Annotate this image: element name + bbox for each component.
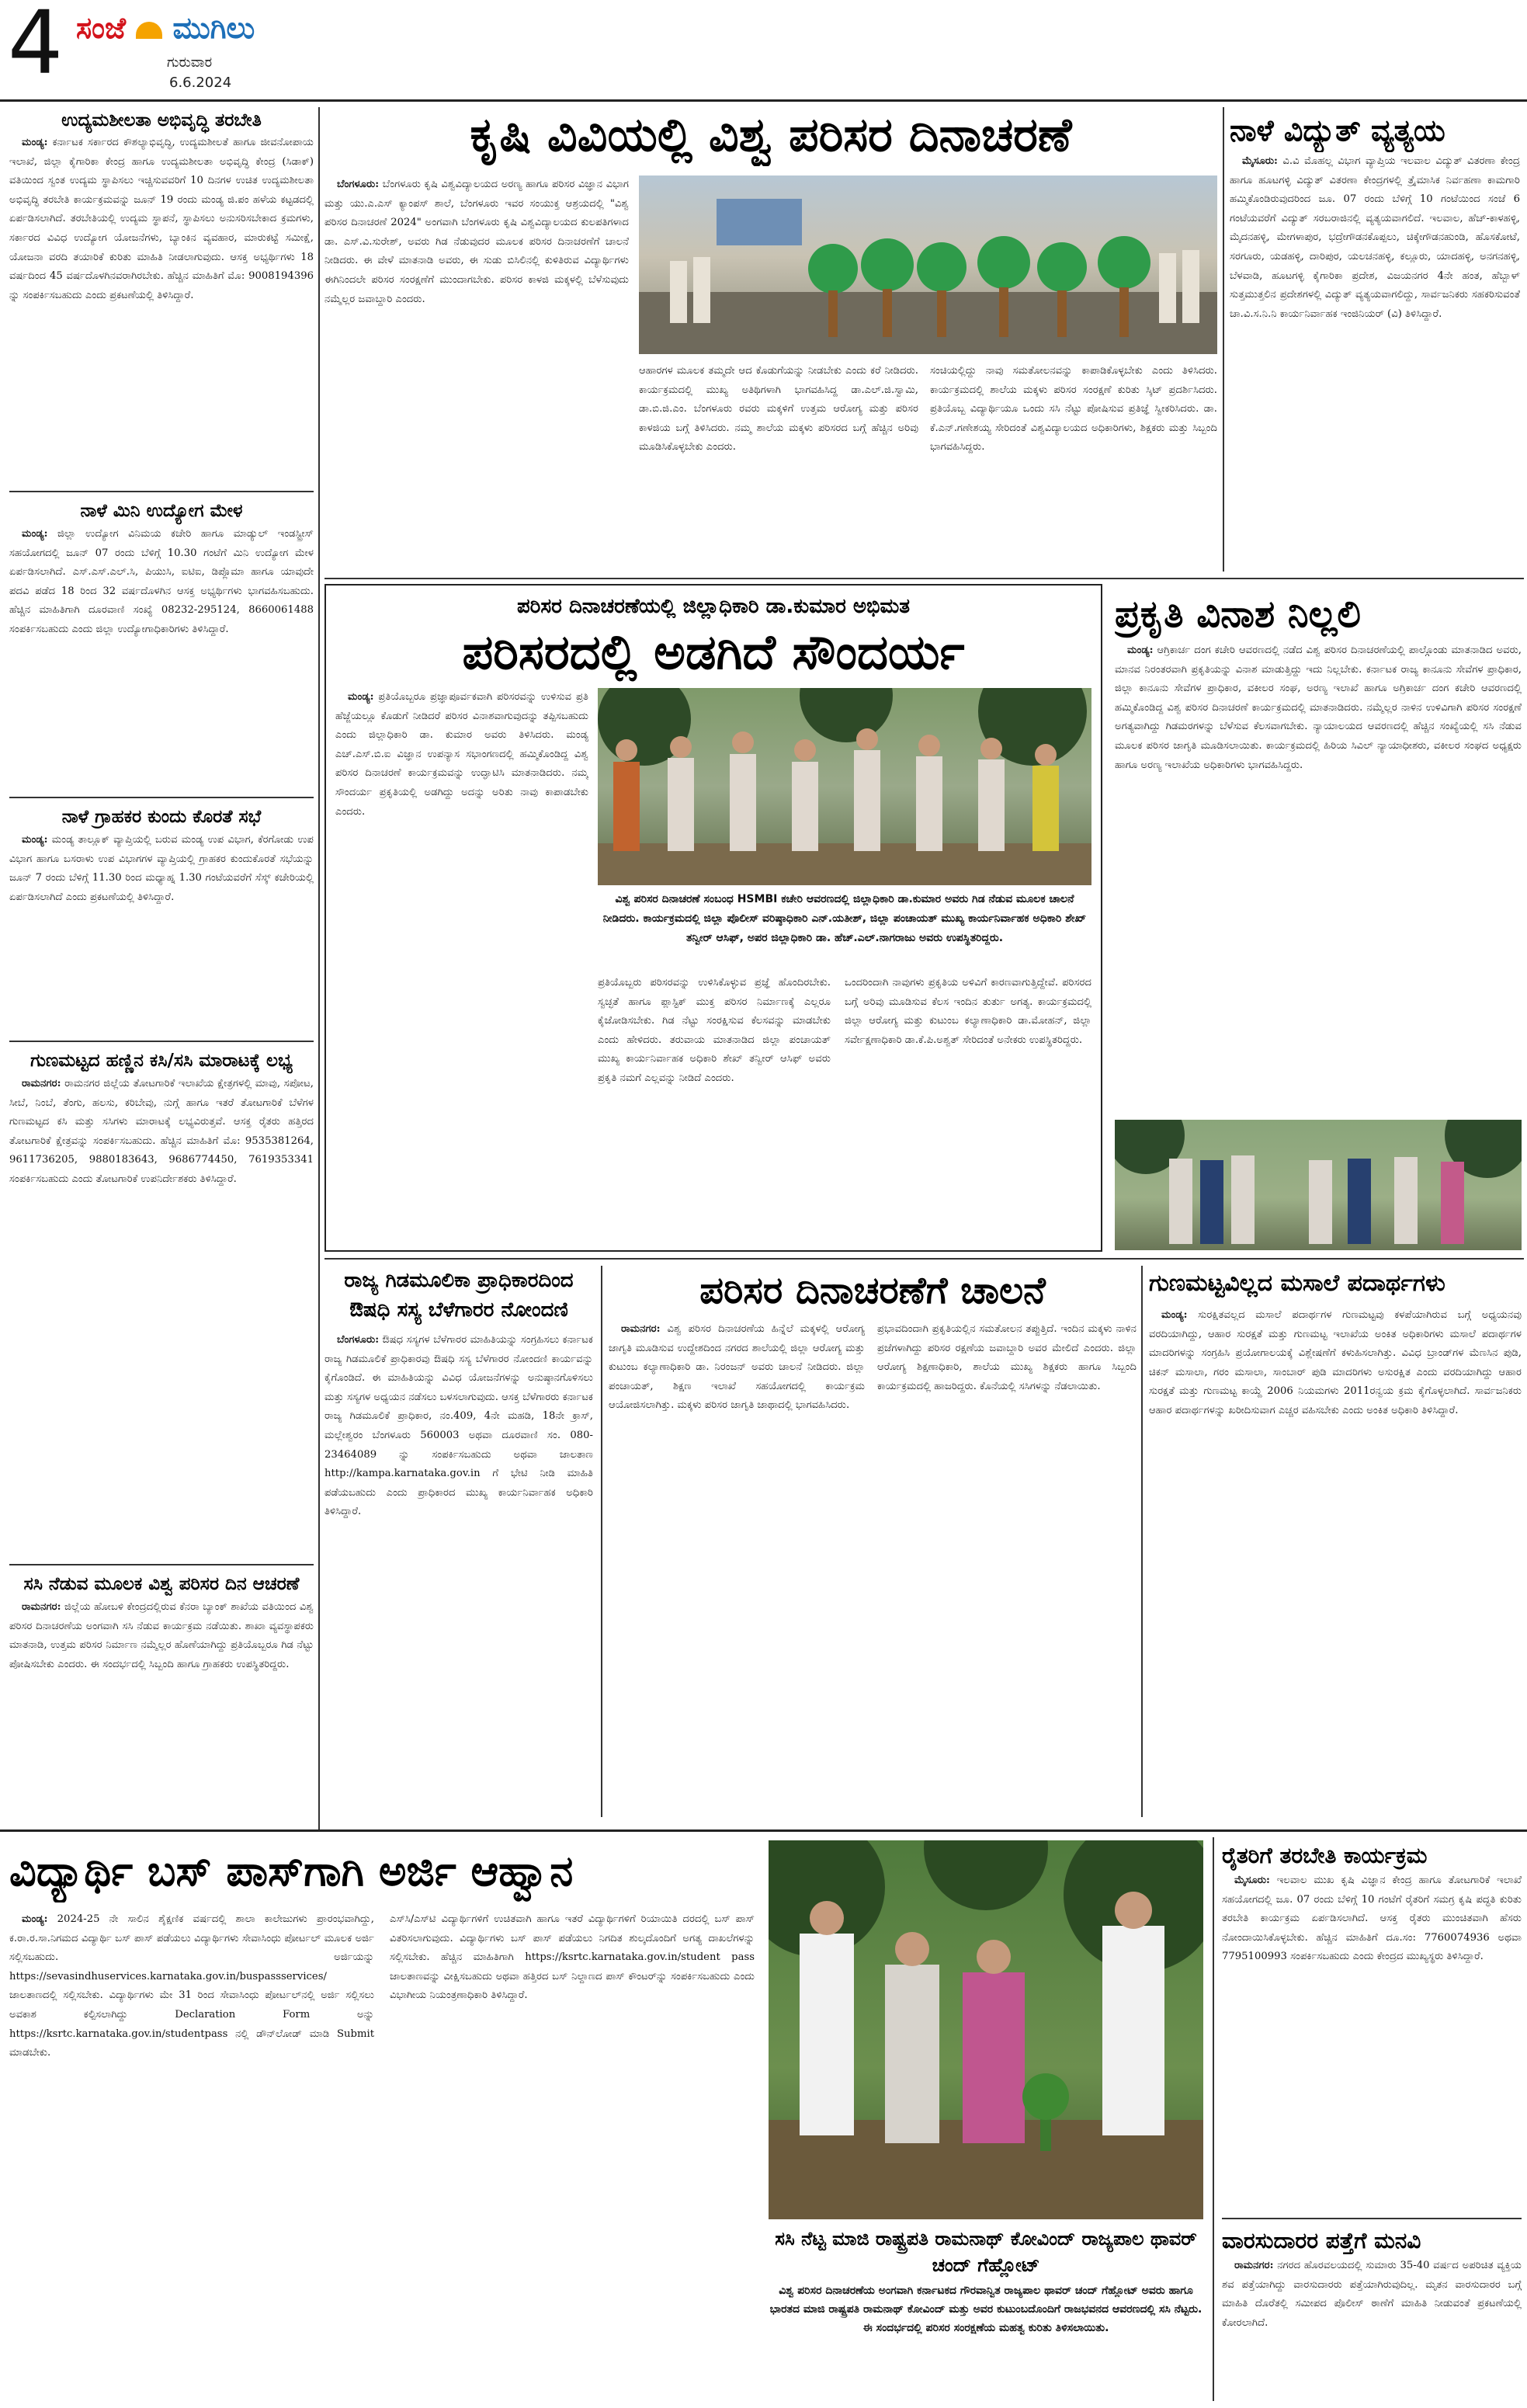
governor-caption-text: ವಿಶ್ವ ಪರಿಸರ ದಿನಾಚರಣೆಯ ಅಂಗವಾಗಿ ಕರ್ನಾಟಕದ ಗೌರವಾನ್ವಿತ ರಾಜ್ಯಪಾಲ ಥಾವರ್ ಚಂದ್ ಗೆಹ್ಲೋಟ್ ಅವರು ಹಾಗೂ ಭಾರತದ ಮಾಜಿ ರಾಷ್ಟ್ರಪತಿ ರಾಮನಾಥ್ ಕೋವಿಂದ್ ಮತ್ತು ಅವರ ಕುಟುಂಬದೊಂದಿಗೆ ರಾಜಭವನದ ಆವರಣದಲ್ಲಿ ಸಸಿ ನೆಟ್ಟರು. ಈ ಸಂದರ್ಭದಲ್ಲಿ ಪರಿಸರ ಸಂರಕ್ಷಣೆಯ ಮಹತ್ವ ಕುರಿತು ತಿಳಿಸಲಾಯಿತು. <box>769 2285 1203 2334</box>
story-headline: ರಾಜ್ಯ ಗಿಡಮೂಲಿಕಾ ಪ್ರಾಧಿಕಾರದಿಂದ ಔಷಧಿ ಸಸ್ಯ ಬೆಳೆಗಾರರ ನೋಂದಣಿ <box>344 1269 574 1322</box>
divider <box>324 578 1524 579</box>
photo-governor-planting-art <box>769 1840 1203 2219</box>
beauty-col2: ಪ್ರತಿಯೊಬ್ಬರು ಪರಿಸರವನ್ನು ಉಳಿಸಿಕೊಳ್ಳುವ ಪ್ರಜ್ಞೆ ಹೊಂದಿರಬೇಕು. ಸ್ವಚ್ಛತೆ ಹಾಗೂ ಪ್ಲಾಸ್ಟಿಕ್ ಮುಕ್ತ ಪರಿಸರ ನಿರ್ಮಾಣಕ್ಕೆ ಎಲ್ಲರೂ ಕೈಜೋಡಿಸಬೇಕು. ಗಿಡ ನೆಟ್ಟು ಸಂರಕ್ಷಿಸುವ ಕೆಲಸವನ್ನು ಮಾಡಬೇಕು ಎಂದು ಹೇಳಿದರು. ತರುವಾಯ ಮಾತನಾಡಿದ ಜಿಲ್ಲಾ ಪಂಚಾಯತ್ ಮುಖ್ಯ ಕಾರ್ಯನಿರ್ವಾಹಕ ಅಧಿಕಾರಿ ಶೇಖ್ ತನ್ವೀರ್ ಆಸಿಫ್ ಅವರು ಪ್ರಕೃತಿ ನಮಗೆ ಎಲ್ಲವನ್ನು ನೀಡಿದೆ ಎಂದರು. <box>598 977 831 1084</box>
photo-court-planting <box>1115 1120 1522 1250</box>
photo-dc-planting <box>598 688 1091 885</box>
masthead <box>8 0 311 96</box>
story-body: ಜಿಲ್ಲಾ ಉದ್ಯೋಗ ವಿನಿಮಯ ಕಚೇರಿ ಹಾಗೂ ಮಾಡ್ಯುಲ್ ಇಂಡಸ್ಟ್ರೀಸ್ ಸಹಯೋಗದಲ್ಲಿ ಜೂನ್ 07 ರಂದು ಬೆಳಿಗ್ಗೆ 10.30 ಗಂಟೆಗೆ ಮಿನಿ ಉದ್ಯೋಗ ಮೇಳ ಏರ್ಪಡಿಸಲಾಗಿದೆ. ಎಸ್.ಎಸ್.ಎಲ್.ಸಿ, ಪಿಯುಸಿ, ಐಟಿಐ, ಡಿಪ್ಲೊಮಾ ಹಾಗೂ ಯಾವುದೇ ಪದವಿ ಪಡೆದ 18 ರಿಂದ 32 ವರ್ಷದೊಳಗಿನ ಆಸಕ್ತ ಅಭ್ಯರ್ಥಿಗಳು ಭಾಗವಹಿಸಬಹುದು. ಹೆಚ್ಚಿನ ಮಾಹಿತಿಗಾಗಿ ದೂರವಾಣಿ ಸಂಖ್ಯೆ 08232-295124, 8660061488 ಸಂಪರ್ಕಿಸಬಹುದು ಎಂದು ಜಿಲ್ಲಾ ಉದ್ಯೋಗಾಧಿಕಾರಿಗಳು ತಿಳಿಸಿದ್ದಾರೆ. <box>9 528 314 635</box>
photo-governor-planting <box>769 1840 1203 2219</box>
logo-text-sanje: ಸಂಜೆ <box>76 11 127 45</box>
top-story-headline: ಕೃಷಿ ವಿವಿಯಲ್ಲಿ ವಿಶ್ವ ಪರಿಸರ ದಿನಾಚರಣೆ <box>470 108 1072 162</box>
story-body: ರಾಮನಗರ ಜಿಲ್ಲೆಯ ತೋಟಗಾರಿಕೆ ಇಲಾಖೆಯ ಕ್ಷೇತ್ರಗಳಲ್ಲಿ ಮಾವು, ಸಪೋಟ, ಸೀಬೆ, ನಿಂಬೆ, ತೆಂಗು, ಹಲಸು, ಕರಿಬೇವು, ನುಗ್ಗೆ ಹಾಗೂ ಇತರೆ ತೋಟಗಾರಿಕೆ ಬೆಳೆಗಳ ಗುಣಮಟ್ಟದ ಕಸಿ ಮತ್ತು ಸಸಿಗಳು ಮಾರಾಟಕ್ಕೆ ಲಭ್ಯವಿರುತ್ತವೆ. ಆಸಕ್ತ ರೈತರು ಹತ್ತಿರದ ತೋಟಗಾರಿಕೆ ಕ್ಷೇತ್ರವನ್ನು ಸಂಪರ್ಕಿಸಬಹುದು. ಹೆಚ್ಚಿನ ಮಾಹಿತಿಗೆ ಮೊ: 9535381264, 9611736205, 9880183643, 9686774450, 7619353341 ಸಂಪರ್ಕಿಸಬಹುದು ಎಂದು ತೋಟಗಾರಿಕೆ ಉಪನಿರ್ದೇಶಕರು ತಿಳಿಸಿದ್ದಾರೆ. <box>9 1078 314 1185</box>
story-headline: ಗುಣಮಟ್ಟದ ಹಣ್ಣಿನ ಕಸಿ/ಸಸಿ ಮಾರಾಟಕ್ಕೆ ಲಭ್ಯ <box>30 1051 293 1071</box>
story-body: ಇಲವಾಲ ಮುಖ ಕೃಷಿ ವಿಜ್ಞಾನ ಕೇಂದ್ರ ಹಾಗೂ ತೋಟಗಾರಿಕೆ ಇಲಾಖೆ ಸಹಯೋಗದಲ್ಲಿ ಜೂ. 07 ರಂದು ಬೆಳಿಗ್ಗೆ 10 ಗಂಟೆಗೆ ರೈತರಿಗೆ ಸಮಗ್ರ ಕೃಷಿ ಪದ್ಧತಿ ಕುರಿತು ತರಬೇತಿ ಕಾರ್ಯಕ್ರಮ ಏರ್ಪಡಿಸಲಾಗಿದೆ. ಆಸಕ್ತ ರೈತರು ಮುಂಚಿತವಾಗಿ ಹೆಸರು ನೋಂದಾಯಿಸಿಕೊಳ್ಳಬೇಕು. ಹೆಚ್ಚಿನ ಮಾಹಿತಿಗೆ ದೂ.ಸಂ: 7760074936 ಅಥವಾ 7795100993 ಸಂಪರ್ಕಿಸಬಹುದು ಎಂದು ಕೇಂದ್ರದ ಮುಖ್ಯಸ್ಥರು ತಿಳಿಸಿದ್ದಾರೆ. <box>1222 1875 1522 1963</box>
logo <box>76 6 301 50</box>
farmer-story: ರೈತರಿಗೆ ತರಬೇತಿ ಕಾರ್ಯಕ್ರಮ ಮೈಸೂರು: ಇಲವಾಲ ಮುಖ ಕೃಷಿ ವಿಜ್ಞಾನ ಕೇಂದ್ರ ಹಾಗೂ ತೋಟಗಾರಿಕೆ ಇಲಾಖೆ ಸಹಯೋಗದಲ್ಲಿ ಜೂ. 07 ರಂದು ಬೆಳಿಗ್ಗೆ 10 ಗಂಟೆಗೆ ರೈತರಿಗೆ ಸಮಗ್ರ ಕೃಷಿ ಪದ್ಧತಿ ಕುರಿತು ತರಬೇತಿ ಕಾರ್ಯಕ್ರಮ ಏರ್ಪಡಿಸಲಾಗಿದೆ. ಆಸಕ್ತ ರೈತರು ಮುಂಚಿತವಾಗಿ ಹೆಸರು ನೋಂದಾಯಿಸಿಕೊಳ್ಳಬೇಕು. ಹೆಚ್ಚಿನ ಮಾಹಿತಿಗೆ ದೂ.ಸಂ: 7760074936 ಅಥವಾ 7795100993 ಸಂಪರ್ಕಿಸಬಹುದು ಎಂದು ಕೇಂದ್ರದ ಮುಖ್ಯಸ್ಥರು ತಿಳಿಸಿದ್ದಾರೆ. <box>1222 1840 1522 2213</box>
launch-story <box>609 1266 1137 1825</box>
story-body: ವಿ.ವಿ ಮೊಹಲ್ಲ ವಿಭಾಗ ವ್ಯಾಪ್ತಿಯ ಇಲವಾಲ ವಿದ್ಯುತ್ ವಿತರಣಾ ಕೇಂದ್ರ ಹಾಗೂ ಹೂಟಗಳ್ಳಿ ವಿದ್ಯುತ್ ವಿತರಣಾ ಕೇಂದ್ರಗಳಲ್ಲಿ ತ್ರೈಮಾಸಿಕ ನಿರ್ವಹಣಾ ಕಾಮಗಾರಿ ಹಮ್ಮಿಕೊಂಡಿರುವುದರಿಂದ ಜೂ. 07 ರಂದು ಬೆಳಿಗ್ಗೆ 10 ಗಂಟೆಯಿಂದ ಸಂಜೆ 6 ಗಂಟೆಯವರೆಗೆ ವಿದ್ಯುತ್ ಸರಬರಾಜಿನಲ್ಲಿ ವ್ಯತ್ಯಯವಾಗಲಿದೆ. ಇಲವಾಲ, ಹೆಚ್-ಕಾಳಹಳ್ಳಿ, ಮೈದನಹಳ್ಳಿ, ಮೇಗಳಾಪುರ, ಭದ್ರೇಗೌಡನಕೊಪ್ಪಲು, ಚಿಕ್ಕೇಗೌಡನಹುಂಡಿ, ಹೊಸಕೋಟೆ, ಸರಗೂರು, ಯಡಹಳ್ಳಿ, ದಾರಿಪುರ, ಯಲಚನಹಳ್ಳಿ, ಕಲ್ಲೂರು, ಯಾದಹಳ್ಳಿ, ಅನಗನಹಳ್ಳಿ, ಬೆಳವಾಡಿ, ಹೂಟಗಳ್ಳಿ ಕೈಗಾರಿಕಾ ಪ್ರದೇಶ, ವಿಜಯನಗರ 4ನೇ ಹಂತ, ಹೆಬ್ಬಾಳ್ ಸುತ್ತಮುತ್ತಲಿನ ಪ್ರದೇಶಗಳಲ್ಲಿ ವಿದ್ಯುತ್ ವ್ಯತ್ಯಯವಾಗಲಿದ್ದು, ಸಾರ್ವಜನಿಕರು ಸಹಕರಿಸುವಂತೆ ಚಾ.ವಿ.ಸ.ನಿ.ನಿ ಕಾರ್ಯನಿರ್ವಾಹಕ ಇಂಜಿನಿಯರ್ (ವಿ) ತಿಳಿಸಿದ್ದಾರೆ. <box>1230 155 1520 320</box>
issue-day: ಗುರುವಾರ <box>167 54 213 71</box>
story-headline: ಪರಿಸರ ದಿನಾಚರಣೆಗೆ ಚಾಲನೆ <box>699 1269 1046 1312</box>
column-rule <box>1213 1837 1214 2401</box>
top-story-col3: ಸಂಚಿಯಲ್ಲಿದ್ದು ನಾವು ಸಮತೋಲನವನ್ನು ಕಾಪಾಡಿಕೊಳ್ಳಬೇಕು ಎಂದು ತಿಳಿಸಿದರು. ಕಾರ್ಯಕ್ರಮದಲ್ಲಿ ಶಾಲೆಯ ಮಕ್ಕಳು ಪರಿಸರ ಸಂರಕ್ಷಣೆ ಕುರಿತು ಸ್ಕಿಟ್ ಪ್ರದರ್ಶಿಸಿದರು. ಪ್ರತಿಯೊಬ್ಬ ವಿದ್ಯಾರ್ಥಿಯೂ ಒಂದು ಸಸಿ ನೆಟ್ಟು ಪೋಷಿಸುವ ಪ್ರತಿಜ್ಞೆ ಸ್ವೀಕರಿಸಿದರು. ಡಾ. ಕೆ.ಎನ್.ಗಣೇಶಯ್ಯ ಸೇರಿದಂತೆ ವಿಶ್ವವಿದ್ಯಾಲಯದ ಅಧಿಕಾರಿಗಳು, ಶಿಕ್ಷಕರು ಮತ್ತು ಸಿಬ್ಬಂದಿ ಭಾಗವಹಿಸಿದ್ದರು. <box>930 365 1217 453</box>
story-body: ಔಷಧ ಸಸ್ಯಗಳ ಬೆಳೆಗಾರರ ಮಾಹಿತಿಯನ್ನು ಸಂಗ್ರಹಿಸಲು ಕರ್ನಾಟಕ ರಾಜ್ಯ ಗಿಡಮೂಲಿಕೆ ಪ್ರಾಧಿಕಾರವು ಔಷಧಿ ಸಸ್ಯ ಬೆಳೆಗಾರರ ನೋಂದಣಿ ಕಾರ್ಯವನ್ನು ಕೈಗೊಂಡಿದೆ. ಈ ಮಾಹಿತಿಯನ್ನು ವಿವಿಧ ಯೋಜನೆಗಳನ್ನು ಅನುಷ್ಠಾನಗೊಳಿಸಲು ಮತ್ತು ಸಸ್ಯಗಳ ಅಧ್ಯಯನ ನಡೆಸಲು ಬಳಸಲಾಗುವುದು. ಆಸಕ್ತ ಬೆಳೆಗಾರರು ಕರ್ನಾಟಕ ರಾಜ್ಯ ಗಿಡಮೂಲಿಕೆ ಪ್ರಾಧಿಕಾರ, ನಂ.409, 4ನೇ ಮಹಡಿ, 18ನೇ ಕ್ರಾಸ್, ಮಲ್ಲೇಶ್ವರಂ ಬೆಂಗಳೂರು 560003 ಅಥವಾ ದೂರವಾಣಿ ಸಂ. 080-23464089 ನ್ನು ಸಂಪರ್ಕಿಸಬಹುದು ಅಥವಾ ಜಾಲತಾಣ http://kampa.karnataka.gov.in ಗೆ ಭೇಟಿ ನೀಡಿ ಮಾಹಿತಿ ಪಡೆಯಬಹುದು ಎಂದು ಪ್ರಾಧಿಕಾರದ ಮುಖ್ಯ ಕಾರ್ಯನಿರ್ವಾಹಕ ಅಧಿಕಾರಿ ತಿಳಿಸಿದ್ದಾರೆ. <box>324 1334 593 1518</box>
story-saplings: ಗುಣಮಟ್ಟದ ಹಣ್ಣಿನ ಕಸಿ/ಸಸಿ ಮಾರಾಟಕ್ಕೆ ಲಭ್ಯ ರಾಮನಗರ: ರಾಮನಗರ ಜಿಲ್ಲೆಯ ತೋಟಗಾರಿಕೆ ಇಲಾಖೆಯ ಕ್ಷೇತ್ರಗಳಲ್ಲಿ ಮಾವು, ಸಪೋಟ, ಸೀಬೆ, ನಿಂಬೆ, ತೆಂಗು, ಹಲಸು, ಕರಿಬೇವು, ನುಗ್ಗೆ ಹಾಗೂ ಇತರೆ ತೋಟಗಾರಿಕೆ ಬೆಳೆಗಳ ಗುಣಮಟ್ಟದ ಕಸಿ ಮತ್ತು ಸಸಿಗಳು ಮಾರಾಟಕ್ಕೆ ಲಭ್ಯವಿರುತ್ತವೆ. ಆಸಕ್ತ ರೈತರು ಹತ್ತಿರದ ತೋಟಗಾರಿಕೆ ಕ್ಷೇತ್ರವನ್ನು ಸಂಪರ್ಕಿಸಬಹುದು. ಹೆಚ್ಚಿನ ಮಾಹಿತಿಗೆ ಮೊ: 9535381264, 9611736205, 9880183643, 9686774450, 7619353341 ಸಂಪರ್ಕಿಸಬಹುದು ಎಂದು ತೋಟಗಾರಿಕೆ ಉಪನಿರ್ದೇಶಕರು ತಿಳಿಸಿದ್ದಾರೆ. <box>9 1047 314 1559</box>
story-headline: ವಿದ್ಯಾರ್ಥಿ ಬಸ್ ಪಾಸ್‌ಗಾಗಿ ಅರ್ಜಿ ಆಹ್ವಾನ <box>9 1847 574 1895</box>
sun-icon <box>136 22 162 39</box>
story-body: ಜಿಲ್ಲೆಯ ಹೋಬಳಿ ಕೇಂದ್ರದಲ್ಲಿರುವ ಕೆನರಾ ಬ್ಯಾಂಕ್ ಶಾಖೆಯ ವತಿಯಿಂದ ವಿಶ್ವ ಪರಿಸರ ದಿನಾಚರಣೆಯ ಅಂಗವಾಗಿ ಸಸಿ ನೆಡುವ ಕಾರ್ಯಕ್ರಮ ನಡೆಯಿತು. ಶಾಖಾ ವ್ಯವಸ್ಥಾಪಕರು ಮಾತನಾಡಿ, ಉತ್ತಮ ಪರಿಸರ ನಿರ್ಮಾಣ ನಮ್ಮೆಲ್ಲರ ಹೊಣೆಯಾಗಿದ್ದು ಪ್ರತಿಯೊಬ್ಬರೂ ಗಿಡ ನೆಟ್ಟು ಪೋಷಿಸಬೇಕು ಎಂದರು. ಈ ಸಂದರ್ಭದಲ್ಲಿ ಸಿಬ್ಬಂದಿ ಹಾಗೂ ಗ್ರಾಹಕರು ಉಪಸ್ಥಿತರಿದ್ದರು. <box>9 1601 314 1670</box>
column-rule <box>318 107 320 1831</box>
left-column <box>9 107 314 1822</box>
top-story-col2: ಆಹಾರಗಳ ಮೂಲಕ ತಮ್ಮದೇ ಆದ ಕೊಡುಗೆಯನ್ನು ನೀಡಬೇಕು ಎಂದು ಕರೆ ನೀಡಿದರು. ಕಾರ್ಯಕ್ರಮದಲ್ಲಿ ಮುಖ್ಯ ಅತಿಥಿಗಳಾಗಿ ಭಾಗವಹಿಸಿದ್ದ ಡಾ.ಎಲ್.ಜಿ.ಸ್ವಾಮಿ, ಡಾ.ಬಿ.ಜಿ.ಎಂ. ಬೆಂಗಳೂರು ರವರು ಮಕ್ಕಳಿಗೆ ಉತ್ತಮ ಆರೋಗ್ಯ ಮತ್ತು ಪರಿಸರ ಕಾಳಜಿಯ ಬಗ್ಗೆ ತಿಳಿಸಿದರು. ನಮ್ಮ ಶಾಲೆಯ ಮಕ್ಕಳು ಪರಿಸರದ ಬಗ್ಗೆ ಹೆಚ್ಚಿನ ಅರಿವು ಮೂಡಿಸಿಕೊಳ್ಳಬೇಕು ಎಂದರು. <box>639 365 918 453</box>
page-number: 4 <box>8 0 64 94</box>
power-story: ನಾಳೆ ವಿದ್ಯುತ್ ವ್ಯತ್ಯಯ ಮೈಸೂರು: ವಿ.ವಿ ಮೊಹಲ್ಲ ವಿಭಾಗ ವ್ಯಾಪ್ತಿಯ ಇಲವಾಲ ವಿದ್ಯುತ್ ವಿತರಣಾ ಕೇಂದ್ರ ಹಾಗೂ ಹೂಟಗಳ್ಳಿ ವಿದ್ಯುತ್ ವಿತರಣಾ ಕೇಂದ್ರಗಳಲ್ಲಿ ತ್ರೈಮಾಸಿಕ ನಿರ್ವಹಣಾ ಕಾಮಗಾರಿ ಹಮ್ಮಿಕೊಂಡಿರುವುದರಿಂದ ಜೂ. 07 ರಂದು ಬೆಳಿಗ್ಗೆ 10 ಗಂಟೆಯಿಂದ ಸಂಜೆ 6 ಗಂಟೆಯವರೆಗೆ ವಿದ್ಯುತ್ ಸರಬರಾಜಿನಲ್ಲಿ ವ್ಯತ್ಯಯವಾಗಲಿದೆ. ಇಲವಾಲ, ಹೆಚ್-ಕಾಳಹಳ್ಳಿ, ಮೈದನಹಳ್ಳಿ, ಮೇಗಳಾಪುರ, ಭದ್ರೇಗೌಡನಕೊಪ್ಪಲು, ಚಿಕ್ಕೇಗೌಡನಹುಂಡಿ, ಹೊಸಕೋಟೆ, ಸರಗೂರು, ಯಡಹಳ್ಳಿ, ದಾರಿಪುರ, ಯಲಚನಹಳ್ಳಿ, ಕಲ್ಲೂರು, ಯಾದಹಳ್ಳಿ, ಅನಗನಹಳ್ಳಿ, ಬೆಳವಾಡಿ, ಹೂಟಗಳ್ಳಿ ಕೈಗಾರಿಕಾ ಪ್ರದೇಶ, ವಿಜಯನಗರ 4ನೇ ಹಂತ, ಹೆಬ್ಬಾಳ್ ಸುತ್ತಮುತ್ತಲಿನ ಪ್ರದೇಶಗಳಲ್ಲಿ ವಿದ್ಯುತ್ ವ್ಯತ್ಯಯವಾಗಲಿದ್ದು, ಸಾರ್ವಜನಿಕರು ಸಹಕರಿಸುವಂತೆ ಚಾ.ವಿ.ಸ.ನಿ.ನಿ ಕಾರ್ಯನಿರ್ವಾಹಕ ಇಂಜಿನಿಯರ್ (ವಿ) ತಿಳಿಸಿದ್ದಾರೆ. <box>1230 109 1520 573</box>
launch-col1: ರಾಮನಗರ: ವಿಶ್ವ ಪರಿಸರ ದಿನಾಚರಣೆಯ ಹಿನ್ನೆಲೆ ಮಕ್ಕಳಲ್ಲಿ ಆರೋಗ್ಯ ಜಾಗೃತಿ ಮೂಡಿಸುವ ಉದ್ದೇಶದಿಂದ ನಗರದ ಶಾಲೆಯಲ್ಲಿ ಜಿಲ್ಲಾ ಆರೋಗ್ಯ ಮತ್ತು ಕುಟುಂಬ ಕಲ್ಯಾಣಾಧಿಕಾರಿ ಡಾ. ನಿರಂಜನ್ ಅವರು ಚಾಲನೆ ನೀಡಿದರು. ಜಿಲ್ಲಾ ಪಂಚಾಯತ್, ಶಿಕ್ಷಣ ಇಲಾಖೆ ಸಹಯೋಗದಲ್ಲಿ ಕಾರ್ಯಕ್ರಮ ಆಯೋಜಿಸಲಾಗಿತ್ತು. ಮಕ್ಕಳು ಪರಿಸರ ಜಾಗೃತಿ ಜಾಥಾದಲ್ಲಿ ಭಾಗವಹಿಸಿದರು. <box>609 1323 865 1412</box>
story-kicker: ಪರಿಸರ ದಿನಾಚರಣೆಯಲ್ಲಿ ಜಿಲ್ಲಾಧಿಕಾರಿ ಡಾ.ಕುಮಾರ ಅಭಿಮತ <box>516 595 911 618</box>
column-rule <box>601 1266 602 1817</box>
divider <box>9 1564 314 1565</box>
divider <box>0 1829 1527 1832</box>
column-rule <box>1141 1266 1143 1817</box>
story-headline: ಸಸಿ ನೆಡುವ ಮೂಲಕ ವಿಶ್ವ ಪರಿಸರ ದಿನ ಆಚರಣೆ <box>23 1574 300 1594</box>
story-headline: ಗುಣಮಟ್ಟವಿಲ್ಲದ ಮಸಾಲೆ ಪದಾರ್ಥಗಳು <box>1149 1270 1445 1297</box>
beauty-col1: ಮಂಡ್ಯ: ಪ್ರತಿಯೊಬ್ಬರೂ ಪ್ರಜ್ಞಾಪೂರ್ವಕವಾಗಿ ಪರಿಸರವನ್ನು ಉಳಿಸುವ ಪ್ರತಿ ಹೆಜ್ಜೆಯಲ್ಲೂ ಕೊಡುಗೆ ನೀಡಿದರೆ ಪರಿಸರ ವಿನಾಶವಾಗುವುದನ್ನು ತಪ್ಪಿಸಬಹುದು ಎಂದು ಜಿಲ್ಲಾಧಿಕಾರಿ ಡಾ. ಕುಮಾರ ಅವರು ತಿಳಿಸಿದರು. ಮಂಡ್ಯ ಎಚ್.ಎಸ್.ಬಿ.ಐ ವಿಜ್ಞಾನ ಉಪನ್ಯಾಸ ಸಭಾಂಗಣದಲ್ಲಿ ಹಮ್ಮಿಕೊಂಡಿದ್ದ ವಿಶ್ವ ಪರಿಸರ ದಿನಾಚರಣೆ ಕಾರ್ಯಕ್ರಮವನ್ನು ಉದ್ಘಾಟಿಸಿ ಮಾತನಾಡಿದರು. ನಮ್ಮ ಸೌಂದರ್ಯ ಪ್ರಕೃತಿಯಲ್ಲಿ ಅಡಗಿದ್ದು ಅದನ್ನು ಅರಿತು ನಾವು ಕಾಪಾಡಬೇಕು ಎಂದರು. <box>335 691 588 818</box>
story-grievance: ನಾಳೆ ಗ್ರಾಹಕರ ಕುಂದು ಕೊರತೆ ಸಭೆ ಮಂಡ್ಯ: ಮಂಡ್ಯ ತಾಲ್ಲೂಕ್ ವ್ಯಾಪ್ತಿಯಲ್ಲಿ ಬರುವ ಮಂಡ್ಯ ಉಪ ವಿಭಾಗ, ಕೆರಗೋಡು ಉಪ ವಿಭಾಗ ಹಾಗೂ ಬಸರಾಳು ಉಪ ವಿಭಾಗಗಳ ವ್ಯಾಪ್ತಿಯಲ್ಲಿ ಗ್ರಾಹಕರ ಕುಂದುಕೊರತೆ ಸಭೆಯನ್ನು ಜೂನ್ 7 ರಂದು ಬೆಳಿಗ್ಗೆ 11.30 ರಿಂದ ಮಧ್ಯಾಹ್ನ 1.30 ಗಂಟೆಯವರೆಗೆ ಸೆಸ್ಕ್ ಕಚೇರಿಯಲ್ಲಿ ಏರ್ಪಡಿಸಲಾಗಿದೆ ಎಂದು ಪ್ರಕಟಣೆಯಲ್ಲಿ ತಿಳಿಸಿದ್ದಾರೆ. <box>9 803 314 1036</box>
story-headline: ವಾರಸುದಾರರ ಪತ್ತೆಗೆ ಮನವಿ <box>1222 2228 1421 2253</box>
divider <box>324 1258 1524 1260</box>
beauty-col3: ಒಂದರಿಂದಾಗಿ ನಾವುಗಳು ಪ್ರಕೃತಿಯ ಅಳಿವಿಗೆ ಕಾರಣವಾಗುತ್ತಿದ್ದೇವೆ. ಪರಿಸರದ ಬಗ್ಗೆ ಅರಿವು ಮೂಡಿಸುವ ಕೆಲಸ ಇಂದಿನ ತುರ್ತು ಅಗತ್ಯ. ಕಾರ್ಯಕ್ರಮದಲ್ಲಿ ಜಿಲ್ಲಾ ಆರೋಗ್ಯ ಮತ್ತು ಕುಟುಂಬ ಕಲ್ಯಾಣಾಧಿಕಾರಿ ಡಾ.ಮೋಹನ್, ಜಿಲ್ಲಾ ಸರ್ವೇಕ್ಷಣಾಧಿಕಾರಿ ಡಾ.ಕೆ.ಪಿ.ಅಶ್ವತ್ ಸೇರಿದಂತೆ ಅನೇಕರು ಉಪಸ್ಥಿತರಿದ್ದರು. <box>845 977 1091 1046</box>
story-headline: ರೈತರಿಗೆ ತರಬೇತಿ ಕಾರ್ಯಕ್ರಮ <box>1222 1843 1428 1868</box>
story-headline: ಪ್ರಕೃತಿ ವಿನಾಶ ನಿಲ್ಲಲಿ <box>1115 592 1362 636</box>
story-body: ಸುರಕ್ಷಿತವಲ್ಲದ ಮಸಾಲೆ ಪದಾರ್ಥಗಳ ಗುಣಮಟ್ಟವು ಕಳಪೆಯಾಗಿರುವ ಬಗ್ಗೆ ಅಧ್ಯಯನವು ವರದಿಯಾಗಿದ್ದು, ಆಹಾರ ಸುರಕ್ಷತೆ ಮತ್ತು ಗುಣಮಟ್ಟ ಇಲಾಖೆಯ ಅಂಕಿತ ಅಧಿಕಾರಿಗಳು ಮಸಾಲೆ ಪದಾರ್ಥಗಳ ಮಾದರಿಗಳನ್ನು ಸಂಗ್ರಹಿಸಿ ಪ್ರಯೋಗಾಲಯಕ್ಕೆ ವಿಶ್ಲೇಷಣೆಗೆ ಕಳುಹಿಸಲಾಗಿತ್ತು. ವಿವಿಧ ಬ್ರಾಂಡ್‌ಗಳ ಮೆಣಸಿನ ಪುಡಿ, ಚಿಕನ್ ಮಸಾಲಾ, ಗರಂ ಮಸಾಲಾ, ಸಾಂಬಾರ್ ಪುಡಿ ಮಾದರಿಗಳು ಅಸುರಕ್ಷಿತ ಎಂದು ವರದಿಯಾಗಿದ್ದು ಆಹಾರ ಸುರಕ್ಷತೆ ಮತ್ತು ಗುಣಮಟ್ಟ ಕಾಯ್ದೆ 2006 ನಿಯಮಗಳು 2011ರನ್ವಯ ಕ್ರಮ ಕೈಗೊಳ್ಳಲಾಗಿದೆ. ಸಾರ್ವಜನಿಕರು ಆಹಾರ ಪದಾರ್ಥಗಳನ್ನು ಖರೀದಿಸುವಾಗ ಎಚ್ಚರ ವಹಿಸಬೇಕು ಎಂದು ಅಂಕಿತ ಅಧಿಕಾರಿ ತಿಳಿಸಿದ್ದಾರೆ. <box>1149 1309 1522 1416</box>
nature-story: ಪ್ರಕೃತಿ ವಿನಾಶ ನಿಲ್ಲಲಿ ಮಂಡ್ಯ: ಆಗ್ರಿಕಾರ್ಚ ದಂಗ ಕಚೇರಿ ಆವರಣದಲ್ಲಿ ನಡೆದ ವಿಶ್ವ ಪರಿಸರ ದಿನಾಚರಣೆಯಲ್ಲಿ ಪಾಲ್ಗೊಂಡು ಮಾತನಾಡಿದ ಅವರು, ಮಾನವ ನಿರಂತರವಾಗಿ ಪ್ರಕೃತಿಯನ್ನು ವಿನಾಶ ಮಾಡುತ್ತಿದ್ದು ಇದು ನಿಲ್ಲಬೇಕು. ಕರ್ನಾಟಕ ರಾಜ್ಯ ಕಾನೂನು ಸೇವೆಗಳ ಪ್ರಾಧಿಕಾರ, ಜಿಲ್ಲಾ ಕಾನೂನು ಸೇವೆಗಳ ಪ್ರಾಧಿಕಾರ, ವಕೀಲರ ಸಂಘ, ಅರಣ್ಯ ಇಲಾಖೆ ಹಾಗೂ ಅಗ್ರಿಕಾರ್ಚ ದಂಗ ಕಚೇರಿ ಆವರಣದಲ್ಲಿ ಹಮ್ಮಿಕೊಂಡಿದ್ದ ವಿಶ್ವ ಪರಿಸರ ದಿನಾಚರಣೆ ಕಾರ್ಯಕ್ರಮದಲ್ಲಿ ಮಾತನಾಡಿದರು. ನಮ್ಮೆಲ್ಲರ ನಾಳಿನ ಉಳಿವಿಗಾಗಿ ಪರಿಸರ ಸಂರಕ್ಷಣೆ ಅಗತ್ಯವಾಗಿದ್ದು ಗಿಡಮರಗಳನ್ನು ಬೆಳೆಸುವ ಕೆಲಸವಾಗಬೇಕು. ನ್ಯಾಯಾಲಯದ ಆವರಣದಲ್ಲಿ ಹೆಚ್ಚಿನ ಸಂಖ್ಯೆಯಲ್ಲಿ ಸಸಿ ನೆಡುವ ಮೂಲಕ ಪರಿಸರ ಜಾಗೃತಿ ಮೂಡಿಸಲಾಯಿತು. ಕಾರ್ಯಕ್ರಮದಲ್ಲಿ ಹಿರಿಯ ಸಿವಿಲ್ ನ್ಯಾಯಾಧೀಶರು, ವಕೀಲರ ಸಂಘದ ಅಧ್ಯಕ್ಷರು ಹಾಗೂ ಅರಣ್ಯ ಇಲಾಖೆಯ ಅಧಿಕಾರಿಗಳು ಭಾಗವಹಿಸಿದ್ದರು. <box>1115 587 1522 1255</box>
logo-text-mugilu: ಮುಗಿಲು <box>172 11 255 45</box>
column-rule <box>1223 107 1224 572</box>
top-story <box>324 104 1217 578</box>
masthead-rule <box>0 99 1527 102</box>
bus-col1: ಮಂಡ್ಯ: 2024-25 ನೇ ಸಾಲಿನ ಶೈಕ್ಷಣಿಕ ವರ್ಷದಲ್ಲಿ ಶಾಲಾ ಕಾಲೇಜುಗಳು ಪ್ರಾರಂಭವಾಗಿದ್ದು, ಕ.ರಾ.ರ.ಸಾ.ನಿಗಮದ ವಿದ್ಯಾರ್ಥಿ ಬಸ್ ಪಾಸ್ ಪಡೆಯಲು ವಿದ್ಯಾರ್ಥಿಗಳು ಸೇವಾಸಿಂಧು ಪೋರ್ಟಲ್ ಮೂಲಕ ಅರ್ಜಿ ಸಲ್ಲಿಸಬಹುದು. ಅರ್ಜಿಯನ್ನು https://sevasindhuservices.karnataka.gov.in/buspassservices/ ಜಾಲತಾಣದಲ್ಲಿ ಸಲ್ಲಿಸಬೇಕು. ವಿದ್ಯಾರ್ಥಿಗಳು ಮೇ 31 ರಿಂದ ಸೇವಾಸಿಂಧು ಪೋರ್ಟಲ್‌ನಲ್ಲಿ ಅರ್ಜಿ ಸಲ್ಲಿಸಲು ಅವಕಾಶ ಕಲ್ಪಿಸಲಾಗಿದ್ದು Declaration Form ಅನ್ನು https://ksrtc.karnataka.gov.in/studentpass ನಲ್ಲಿ ಡೌನ್‌ಲೋಡ್ ಮಾಡಿ Submit ಮಾಡಬೇಕು. <box>9 1913 374 2059</box>
story-headline: ನಾಳೆ ವಿದ್ಯುತ್ ವ್ಯತ್ಯಯ <box>1230 113 1445 148</box>
beauty-story <box>324 584 1102 1252</box>
photo-dc-planting-art <box>598 688 1091 885</box>
issue-date: 6.6.2024 <box>169 75 232 91</box>
governor-photo-story <box>769 1840 1203 2399</box>
spice-story: ಗುಣಮಟ್ಟವಿಲ್ಲದ ಮಸಾಲೆ ಪದಾರ್ಥಗಳು ಮಂಡ್ಯ: ಸುರಕ್ಷಿತವಲ್ಲದ ಮಸಾಲೆ ಪದಾರ್ಥಗಳ ಗುಣಮಟ್ಟವು ಕಳಪೆಯಾಗಿರುವ ಬಗ್ಗೆ ಅಧ್ಯಯನವು ವರದಿಯಾಗಿದ್ದು, ಆಹಾರ ಸುರಕ್ಷತೆ ಮತ್ತು ಗುಣಮಟ್ಟ ಇಲಾಖೆಯ ಅಂಕಿತ ಅಧಿಕಾರಿಗಳು ಮಸಾಲೆ ಪದಾರ್ಥಗಳ ಮಾದರಿಗಳನ್ನು ಸಂಗ್ರಹಿಸಿ ಪ್ರಯೋಗಾಲಯಕ್ಕೆ ವಿಶ್ಲೇಷಣೆಗೆ ಕಳುಹಿಸಲಾಗಿತ್ತು. ವಿವಿಧ ಬ್ರಾಂಡ್‌ಗಳ ಮೆಣಸಿನ ಪುಡಿ, ಚಿಕನ್ ಮಸಾಲಾ, ಗರಂ ಮಸಾಲಾ, ಸಾಂಬಾರ್ ಪುಡಿ ಮಾದರಿಗಳು ಅಸುರಕ್ಷಿತ ಎಂದು ವರದಿಯಾಗಿದ್ದು ಆಹಾರ ಸುರಕ್ಷತೆ ಮತ್ತು ಗುಣಮಟ್ಟ ಕಾಯ್ದೆ 2006 ನಿಯಮಗಳು 2011ರನ್ವಯ ಕ್ರಮ ಕೈಗೊಳ್ಳಲಾಗಿದೆ. ಸಾರ್ವಜನಿಕರು ಆಹಾರ ಪದಾರ್ಥಗಳನ್ನು ಖರೀದಿಸುವಾಗ ಎಚ್ಚರ ವಹಿಸಬೇಕು ಎಂದು ಅಂಕಿತ ಅಧಿಕಾರಿ ತಿಳಿಸಿದ್ದಾರೆ. <box>1149 1266 1522 1825</box>
bus-pass-story <box>9 1840 755 2399</box>
story-tree-planting: ಸಸಿ ನೆಡುವ ಮೂಲಕ ವಿಶ್ವ ಪರಿಸರ ದಿನ ಆಚರಣೆ ರಾಮನಗರ: ಜಿಲ್ಲೆಯ ಹೋಬಳಿ ಕೇಂದ್ರದಲ್ಲಿರುವ ಕೆನರಾ ಬ್ಯಾಂಕ್ ಶಾಖೆಯ ವತಿಯಿಂದ ವಿಶ್ವ ಪರಿಸರ ದಿನಾಚರಣೆಯ ಅಂಗವಾಗಿ ಸಸಿ ನೆಡುವ ಕಾರ್ಯಕ್ರಮ ನಡೆಯಿತು. ಶಾಖಾ ವ್ಯವಸ್ಥಾಪಕರು ಮಾತನಾಡಿ, ಉತ್ತಮ ಪರಿಸರ ನಿರ್ಮಾಣ ನಮ್ಮೆಲ್ಲರ ಹೊಣೆಯಾಗಿದ್ದು ಪ್ರತಿಯೊಬ್ಬರೂ ಗಿಡ ನೆಟ್ಟು ಪೋಷಿಸಬೇಕು ಎಂದರು. ಈ ಸಂದರ್ಭದಲ್ಲಿ ಸಿಬ್ಬಂದಿ ಹಾಗೂ ಗ್ರಾಹಕರು ಉಪಸ್ಥಿತರಿದ್ದರು. <box>9 1570 314 1822</box>
herbal-story: ರಾಜ್ಯ ಗಿಡಮೂಲಿಕಾ ಪ್ರಾಧಿಕಾರದಿಂದ ಔಷಧಿ ಸಸ್ಯ ಬೆಳೆಗಾರರ ನೋಂದಣಿ ಬೆಂಗಳೂರು: ಔಷಧ ಸಸ್ಯಗಳ ಬೆಳೆಗಾರರ ಮಾಹಿತಿಯನ್ನು ಸಂಗ್ರಹಿಸಲು ಕರ್ನಾಟಕ ರಾಜ್ಯ ಗಿಡಮೂಲಿಕೆ ಪ್ರಾಧಿಕಾರವು ಔಷಧಿ ಸಸ್ಯ ಬೆಳೆಗಾರರ ನೋಂದಣಿ ಕಾರ್ಯವನ್ನು ಕೈಗೊಂಡಿದೆ. ಈ ಮಾಹಿತಿಯನ್ನು ವಿವಿಧ ಯೋಜನೆಗಳನ್ನು ಅನುಷ್ಠಾನಗೊಳಿಸಲು ಮತ್ತು ಸಸ್ಯಗಳ ಅಧ್ಯಯನ ನಡೆಸಲು ಬಳಸಲಾಗುವುದು. ಆಸಕ್ತ ಬೆಳೆಗಾರರು ಕರ್ನಾಟಕ ರಾಜ್ಯ ಗಿಡಮೂಲಿಕೆ ಪ್ರಾಧಿಕಾರ, ನಂ.409, 4ನೇ ಮಹಡಿ, 18ನೇ ಕ್ರಾಸ್, ಮಲ್ಲೇಶ್ವರಂ ಬೆಂಗಳೂರು 560003 ಅಥವಾ ದೂರವಾಣಿ ಸಂ. 080-23464089 ನ್ನು ಸಂಪರ್ಕಿಸಬಹುದು ಅಥವಾ ಜಾಲತಾಣ http://kampa.karnataka.gov.in ಗೆ ಭೇಟಿ ನೀಡಿ ಮಾಹಿತಿ ಪಡೆಯಬಹುದು ಎಂದು ಪ್ರಾಧಿಕಾರದ ಮುಖ್ಯ ಕಾರ್ಯನಿರ್ವಾಹಕ ಅಧಿಕಾರಿ ತಿಳಿಸಿದ್ದಾರೆ. <box>324 1266 593 1833</box>
divider <box>9 491 314 492</box>
launch-col2: ಪ್ರಭಾವದಿಂದಾಗಿ ಪ್ರಕೃತಿಯಲ್ಲಿನ ಸಮತೋಲನ ತಪ್ಪುತ್ತಿದೆ. ಇಂದಿನ ಮಕ್ಕಳು ನಾಳಿನ ಪ್ರಜೆಗಳಾಗಿದ್ದು ಪರಿಸರ ರಕ್ಷಣೆಯ ಜವಾಬ್ದಾರಿ ಅವರ ಮೇಲಿದೆ ಎಂದರು. ಜಿಲ್ಲಾ ಆರೋಗ್ಯ ಶಿಕ್ಷಣಾಧಿಕಾರಿ, ಶಾಲೆಯ ಮುಖ್ಯ ಶಿಕ್ಷಕರು ಹಾಗೂ ಸಿಬ್ಬಂದಿ ಕಾರ್ಯಕ್ರಮದಲ್ಲಿ ಹಾಜರಿದ್ದರು. ಕೊನೆಯಲ್ಲಿ ಸಸಿಗಳನ್ನು ನೆಡಲಾಯಿತು. <box>877 1323 1137 1392</box>
story-headline: ನಾಳೆ ಗ್ರಾಹಕರ ಕುಂದು ಕೊರತೆ ಸಭೆ <box>61 807 262 827</box>
story-body: ಮಂಡ್ಯ ತಾಲ್ಲೂಕ್ ವ್ಯಾಪ್ತಿಯಲ್ಲಿ ಬರುವ ಮಂಡ್ಯ ಉಪ ವಿಭಾಗ, ಕೆರಗೋಡು ಉಪ ವಿಭಾಗ ಹಾಗೂ ಬಸರಾಳು ಉಪ ವಿಭಾಗಗಳ ವ್ಯಾಪ್ತಿಯಲ್ಲಿ ಗ್ರಾಹಕರ ಕುಂದುಕೊರತೆ ಸಭೆಯನ್ನು ಜೂನ್ 7 ರಂದು ಬೆಳಿಗ್ಗೆ 11.30 ರಿಂದ ಮಧ್ಯಾಹ್ನ 1.30 ಗಂಟೆಯವರೆಗೆ ಸೆಸ್ಕ್ ಕಚೇರಿಯಲ್ಲಿ ಏರ್ಪಡಿಸಲಾಗಿದೆ ಎಂದು ಪ್ರಕಟಣೆಯಲ್ಲಿ ತಿಳಿಸಿದ್ದಾರೆ. <box>9 834 314 903</box>
story-job-fair: ನಾಳೆ ಮಿನಿ ಉದ್ಯೋಗ ಮೇಳ ಮಂಡ್ಯ: ಜಿಲ್ಲಾ ಉದ್ಯೋಗ ವಿನಿಮಯ ಕಚೇರಿ ಹಾಗೂ ಮಾಡ್ಯುಲ್ ಇಂಡಸ್ಟ್ರೀಸ್ ಸಹಯೋಗದಲ್ಲಿ ಜೂನ್ 07 ರಂದು ಬೆಳಿಗ್ಗೆ 10.30 ಗಂಟೆಗೆ ಮಿನಿ ಉದ್ಯೋಗ ಮೇಳ ಏರ್ಪಡಿಸಲಾಗಿದೆ. ಎಸ್.ಎಸ್.ಎಲ್.ಸಿ, ಪಿಯುಸಿ, ಐಟಿಐ, ಡಿಪ್ಲೊಮಾ ಹಾಗೂ ಯಾವುದೇ ಪದವಿ ಪಡೆದ 18 ರಿಂದ 32 ವರ್ಷದೊಳಗಿನ ಆಸಕ್ತ ಅಭ್ಯರ್ಥಿಗಳು ಭಾಗವಹಿಸಬಹುದು. ಹೆಚ್ಚಿನ ಮಾಹಿತಿಗಾಗಿ ದೂರವಾಣಿ ಸಂಖ್ಯೆ 08232-295124, 8660061488 ಸಂಪರ್ಕಿಸಬಹುದು ಎಂದು ಜಿಲ್ಲಾ ಉದ್ಯೋಗಾಧಿಕಾರಿಗಳು ತಿಳಿಸಿದ್ದಾರೆ. <box>9 497 314 792</box>
story-body: ಆಗ್ರಿಕಾರ್ಚ ದಂಗ ಕಚೇರಿ ಆವರಣದಲ್ಲಿ ನಡೆದ ವಿಶ್ವ ಪರಿಸರ ದಿನಾಚರಣೆಯಲ್ಲಿ ಪಾಲ್ಗೊಂಡು ಮಾತನಾಡಿದ ಅವರು, ಮಾನವ ನಿರಂತರವಾಗಿ ಪ್ರಕೃತಿಯನ್ನು ವಿನಾಶ ಮಾಡುತ್ತಿದ್ದು ಇದು ನಿಲ್ಲಬೇಕು. ಕರ್ನಾಟಕ ರಾಜ್ಯ ಕಾನೂನು ಸೇವೆಗಳ ಪ್ರಾಧಿಕಾರ, ಜಿಲ್ಲಾ ಕಾನೂನು ಸೇವೆಗಳ ಪ್ರಾಧಿಕಾರ, ವಕೀಲರ ಸಂಘ, ಅರಣ್ಯ ಇಲಾಖೆ ಹಾಗೂ ಅಗ್ರಿಕಾರ್ಚ ದಂಗ ಕಚೇರಿ ಆವರಣದಲ್ಲಿ ಹಮ್ಮಿಕೊಂಡಿದ್ದ ವಿಶ್ವ ಪರಿಸರ ದಿನಾಚರಣೆ ಕಾರ್ಯಕ್ರಮದಲ್ಲಿ ಮಾತನಾಡಿದರು. ನಮ್ಮೆಲ್ಲರ ನಾಳಿನ ಉಳಿವಿಗಾಗಿ ಪರಿಸರ ಸಂರಕ್ಷಣೆ ಅಗತ್ಯವಾಗಿದ್ದು ಗಿಡಮರಗಳನ್ನು ಬೆಳೆಸುವ ಕೆಲಸವಾಗಬೇಕು. ನ್ಯಾಯಾಲಯದ ಆವರಣದಲ್ಲಿ ಹೆಚ್ಚಿನ ಸಂಖ್ಯೆಯಲ್ಲಿ ಸಸಿ ನೆಡುವ ಮೂಲಕ ಪರಿಸರ ಜಾಗೃತಿ ಮೂಡಿಸಲಾಯಿತು. ಕಾರ್ಯಕ್ರಮದಲ್ಲಿ ಹಿರಿಯ ಸಿವಿಲ್ ನ್ಯಾಯಾಧೀಶರು, ವಕೀಲರ ಸಂಘದ ಅಧ್ಯಕ್ಷರು ಹಾಗೂ ಅರಣ್ಯ ಇಲಾಖೆಯ ಅಧಿಕಾರಿಗಳು ಭಾಗವಹಿಸಿದ್ದರು. <box>1115 645 1522 771</box>
heir-story: ವಾರಸುದಾರರ ಪತ್ತೆಗೆ ಮನವಿ ರಾಮನಗರ: ನಗರದ ಹೊರವಲಯದಲ್ಲಿ ಸುಮಾರು 35-40 ವರ್ಷದ ಅಪರಿಚಿತ ವ್ಯಕ್ತಿಯ ಶವ ಪತ್ತೆಯಾಗಿದ್ದು ವಾರಸುದಾರರು ಪತ್ತೆಯಾಗಿರುವುದಿಲ್ಲ. ಮೃತನ ವಾರಸುದಾರರ ಬಗ್ಗೆ ಮಾಹಿತಿ ದೊರೆತಲ್ಲಿ ಸಮೀಪದ ಪೊಲೀಸ್ ಠಾಣೆಗೆ ಮಾಹಿತಿ ನೀಡುವಂತೆ ಪ್ರಕಟಣೆಯಲ್ಲಿ ಕೋರಲಾಗಿದೆ. <box>1222 2226 1522 2401</box>
photo-children-trees-art <box>639 175 1217 354</box>
photo-court-planting-art <box>1115 1120 1522 1250</box>
photo-caption: ವಿಶ್ವ ಪರಿಸರ ದಿನಾಚರಣೆ ಸಂಬಂಧ HSMBI ಕಚೇರಿ ಆವರಣದಲ್ಲಿ ಜಿಲ್ಲಾಧಿಕಾರಿ ಡಾ.ಕುಮಾರ ಅವರು ಗಿಡ ನೆಡುವ ಮೂಲಕ ಚಾಲನೆ ನೀಡಿದರು. ಕಾರ್ಯಕ್ರಮದಲ್ಲಿ ಜಿಲ್ಲಾ ಪೊಲೀಸ್ ವರಿಷ್ಠಾಧಿಕಾರಿ ಎನ್.ಯತೀಶ್, ಜಿಲ್ಲಾ ಪಂಚಾಯತ್ ಮುಖ್ಯ ಕಾರ್ಯನಿರ್ವಾಹಕ ಅಧಿಕಾರಿ ಶೇಖ್ ತನ್ವೀರ್ ಆಸಿಫ್, ಅಪರ ಜಿಲ್ಲಾಧಿಕಾರಿ ಡಾ. ಹೆಚ್.ಎಲ್.ನಾಗರಾಜು ಅವರು ಉಪಸ್ಥಿತರಿದ್ದರು. <box>602 893 1087 944</box>
story-headline: ಉದ್ಯಮಶೀಲತಾ ಅಭಿವೃದ್ಧಿ ತರಬೇತಿ <box>61 110 262 130</box>
story-entrepreneur: ಉದ್ಯಮಶೀಲತಾ ಅಭಿವೃದ್ಧಿ ತರಬೇತಿ ಮಂಡ್ಯ: ಕರ್ನಾಟಕ ಸರ್ಕಾರದ ಕೌಶಲ್ಯಾಭಿವೃದ್ಧಿ, ಉದ್ಯಮಶೀಲತೆ ಹಾಗೂ ಜೀವನೋಪಾಯ ಇಲಾಖೆ, ಜಿಲ್ಲಾ ಕೈಗಾರಿಕಾ ಕೇಂದ್ರ ಹಾಗೂ ಉದ್ಯಮಶೀಲತಾ ಅಭಿವೃದ್ಧಿ ಕೇಂದ್ರ (ಸಿಡಾಕ್) ವತಿಯಿಂದ ಸ್ವಂತ ಉದ್ಯಮ ಸ್ಥಾಪಿಸಲು ಇಚ್ಚಿಸುವವರಿಗೆ 10 ದಿನಗಳ ಉಚಿತ ಉದ್ಯಮಶೀಲತಾ ಅಭಿವೃದ್ಧಿ ತರಬೇತಿ ಕಾರ್ಯಕ್ರಮವನ್ನು ಜೂನ್ 19 ರಂದು ಮಂಡ್ಯ ಜಿ.ಪಂ ಹಳೆಯ ಕಟ್ಟಡದಲ್ಲಿ ಏರ್ಪಡಿಸಲಾಗಿದೆ. ತರಬೇತಿಯಲ್ಲಿ ಉದ್ಯಮ ಸ್ಥಾಪನೆ, ಸ್ಥಾಪಿಸಲು ಅನುಸರಿಸಬೇಕಾದ ಕ್ರಮಗಳು, ಸರ್ಕಾರದ ವಿವಿಧ ಉದ್ಯೋಗ ಯೋಜನೆಗಳು, ಬ್ಯಾಂಕಿನ ವ್ಯವಹಾರ, ಮಾರುಕಟ್ಟೆ ಸಮೀಕ್ಷೆ, ಯೋಜನಾ ವರದಿ ತಯಾರಿಕೆ ಕುರಿತು ಮಾಹಿತಿ ನೀಡಲಾಗುವುದು. ಆಸಕ್ತ ಅಭ್ಯರ್ಥಿಗಳು 18 ವರ್ಷದಿಂದ 45 ವರ್ಷದೊಳಗಿನವರಾಗಿರಬೇಕು. ಹೆಚ್ಚಿನ ಮಾಹಿತಿಗೆ ಮೊ: 9008194396 ನ್ನು ಸಂಪರ್ಕಿಸಬಹುದು ಎಂದು ಪ್ರಕಟಣೆಯಲ್ಲಿ ತಿಳಿಸಿದ್ದಾರೆ. <box>9 107 314 486</box>
story-headline: ಪರಿಸರದಲ್ಲಿ ಅಡಗಿದೆ ಸೌಂದರ್ಯ <box>462 624 965 680</box>
top-story-col1: ಬೆಂಗಳೂರು: ಬೆಂಗಳೂರು ಕೃಷಿ ವಿಶ್ವವಿದ್ಯಾಲಯದ ಅರಣ್ಯ ಹಾಗೂ ಪರಿಸರ ವಿಜ್ಞಾನ ವಿಭಾಗ ಮತ್ತು ಯು.ಎ.ಎಸ್ ಕ್ಯಾಂಪಸ್ ಶಾಲೆ, ಬೆಂಗಳೂರು ಇವರ ಸಂಯುಕ್ತ ಆಶ್ರಯದಲ್ಲಿ "ವಿಶ್ವ ಪರಿಸರ ದಿನಾಚರಣೆ 2024" ಅಂಗವಾಗಿ ಬೆಂಗಳೂರು ಕೃಷಿ ವಿಶ್ವವಿದ್ಯಾಲಯದ ಕುಲಪತಿಗಳಾದ ಡಾ. ಎಸ್.ವಿ.ಸುರೇಶ್, ಅವರು ಗಿಡ ನೆಡುವುದರ ಮೂಲಕ ಪರಿಸರ ದಿನಾಚರಣೆಗೆ ಚಾಲನೆ ನೀಡಿದರು. ಈ ವೇಳೆ ಮಾತನಾಡಿ ಅವರು, ಈ ಸುಡು ಬಿಸಿಲಿನಲ್ಲಿ ಕುಳಿತಿರುವ ವಿದ್ಯಾರ್ಥಿಗಳು ಈಗಿನಿಂದಲೇ ಪರಿಸರ ಸಂರಕ್ಷಣೆಗೆ ಮುಂದಾಗಬೇಕು. ಪರಿಸರ ಕಾಳಜಿ ಮಕ್ಕಳಲ್ಲಿ ಬೆಳೆಸುವುದು ನಮ್ಮೆಲ್ಲರ ಜವಾಬ್ದಾರಿ ಎಂದರು. <box>324 179 629 305</box>
governor-caption-title: ಸಸಿ ನೆಟ್ಟ ಮಾಜಿ ರಾಷ್ಟ್ರಪತಿ ರಾಮನಾಥ್ ಕೋವಿಂದ್ ರಾಜ್ಯಪಾಲ ಥಾವರ್ ಚಂದ್ ಗೆಹ್ಲೋಟ್ <box>775 2228 1197 2276</box>
divider <box>9 1041 314 1042</box>
story-headline: ನಾಳೆ ಮಿನಿ ಉದ್ಯೋಗ ಮೇಳ <box>80 501 243 521</box>
story-body: ಕರ್ನಾಟಕ ಸರ್ಕಾರದ ಕೌಶಲ್ಯಾಭಿವೃದ್ಧಿ, ಉದ್ಯಮಶೀಲತೆ ಹಾಗೂ ಜೀವನೋಪಾಯ ಇಲಾಖೆ, ಜಿಲ್ಲಾ ಕೈಗಾರಿಕಾ ಕೇಂದ್ರ ಹಾಗೂ ಉದ್ಯಮಶೀಲತಾ ಅಭಿವೃದ್ಧಿ ಕೇಂದ್ರ (ಸಿಡಾಕ್) ವತಿಯಿಂದ ಸ್ವಂತ ಉದ್ಯಮ ಸ್ಥಾಪಿಸಲು ಇಚ್ಚಿಸುವವರಿಗೆ 10 ದಿನಗಳ ಉಚಿತ ಉದ್ಯಮಶೀಲತಾ ಅಭಿವೃದ್ಧಿ ತರಬೇತಿ ಕಾರ್ಯಕ್ರಮವನ್ನು ಜೂನ್ 19 ರಂದು ಮಂಡ್ಯ ಜಿ.ಪಂ ಹಳೆಯ ಕಟ್ಟಡದಲ್ಲಿ ಏರ್ಪಡಿಸಲಾಗಿದೆ. ತರಬೇತಿಯಲ್ಲಿ ಉದ್ಯಮ ಸ್ಥಾಪನೆ, ಸ್ಥಾಪಿಸಲು ಅನುಸರಿಸಬೇಕಾದ ಕ್ರಮಗಳು, ಸರ್ಕಾರದ ವಿವಿಧ ಉದ್ಯೋಗ ಯೋಜನೆಗಳು, ಬ್ಯಾಂಕಿನ ವ್ಯವಹಾರ, ಮಾರುಕಟ್ಟೆ ಸಮೀಕ್ಷೆ, ಯೋಜನಾ ವರದಿ ತಯಾರಿಕೆ ಕುರಿತು ಮಾಹಿತಿ ನೀಡಲಾಗುವುದು. ಆಸಕ್ತ ಅಭ್ಯರ್ಥಿಗಳು 18 ವರ್ಷದಿಂದ 45 ವರ್ಷದೊಳಗಿನವರಾಗಿರಬೇಕು. ಹೆಚ್ಚಿನ ಮಾಹಿತಿಗೆ ಮೊ: 9008194396 ನ್ನು ಸಂಪರ್ಕಿಸಬಹುದು ಎಂದು ಪ್ರಕಟಣೆಯಲ್ಲಿ ತಿಳಿಸಿದ್ದಾರೆ. <box>9 137 314 301</box>
photo-children-trees <box>639 175 1217 354</box>
bus-col2: ಎಸ್‌ಸಿ/ಎಸ್‌ಟಿ ವಿದ್ಯಾರ್ಥಿಗಳಿಗೆ ಉಚಿತವಾಗಿ ಹಾಗೂ ಇತರೆ ವಿದ್ಯಾರ್ಥಿಗಳಿಗೆ ರಿಯಾಯಿತಿ ದರದಲ್ಲಿ ಬಸ್ ಪಾಸ್ ವಿತರಿಸಲಾಗುವುದು. ವಿದ್ಯಾರ್ಥಿಗಳು ಬಸ್ ಪಾಸ್ ಪಡೆಯಲು ನಿಗದಿತ ಶುಲ್ಕದೊಂದಿಗೆ ಅಗತ್ಯ ದಾಖಲೆಗಳನ್ನು ಸಲ್ಲಿಸಬೇಕು. ಹೆಚ್ಚಿನ ಮಾಹಿತಿಗಾಗಿ https://ksrtc.karnataka.gov.in/student pass ಜಾಲತಾಣವನ್ನು ವೀಕ್ಷಿಸಬಹುದು ಅಥವಾ ಹತ್ತಿರದ ಬಸ್ ನಿಲ್ದಾಣದ ಪಾಸ್ ಕೌಂಟರ್‌ನ್ನು ಸಂಪರ್ಕಿಸಬಹುದು ಎಂದು ವಿಭಾಗೀಯ ನಿಯಂತ್ರಣಾಧಿಕಾರಿ ತಿಳಿಸಿದ್ದಾರೆ. <box>390 1913 755 2002</box>
divider <box>9 797 314 798</box>
divider <box>1222 2218 1522 2219</box>
story-body: ನಗರದ ಹೊರವಲಯದಲ್ಲಿ ಸುಮಾರು 35-40 ವರ್ಷದ ಅಪರಿಚಿತ ವ್ಯಕ್ತಿಯ ಶವ ಪತ್ತೆಯಾಗಿದ್ದು ವಾರಸುದಾರರು ಪತ್ತೆಯಾಗಿರುವುದಿಲ್ಲ. ಮೃತನ ವಾರಸುದಾರರ ಬಗ್ಗೆ ಮಾಹಿತಿ ದೊರೆತಲ್ಲಿ ಸಮೀಪದ ಪೊಲೀಸ್ ಠಾಣೆಗೆ ಮಾಹಿತಿ ನೀಡುವಂತೆ ಪ್ರಕಟಣೆಯಲ್ಲಿ ಕೋರಲಾಗಿದೆ. <box>1222 2260 1522 2329</box>
